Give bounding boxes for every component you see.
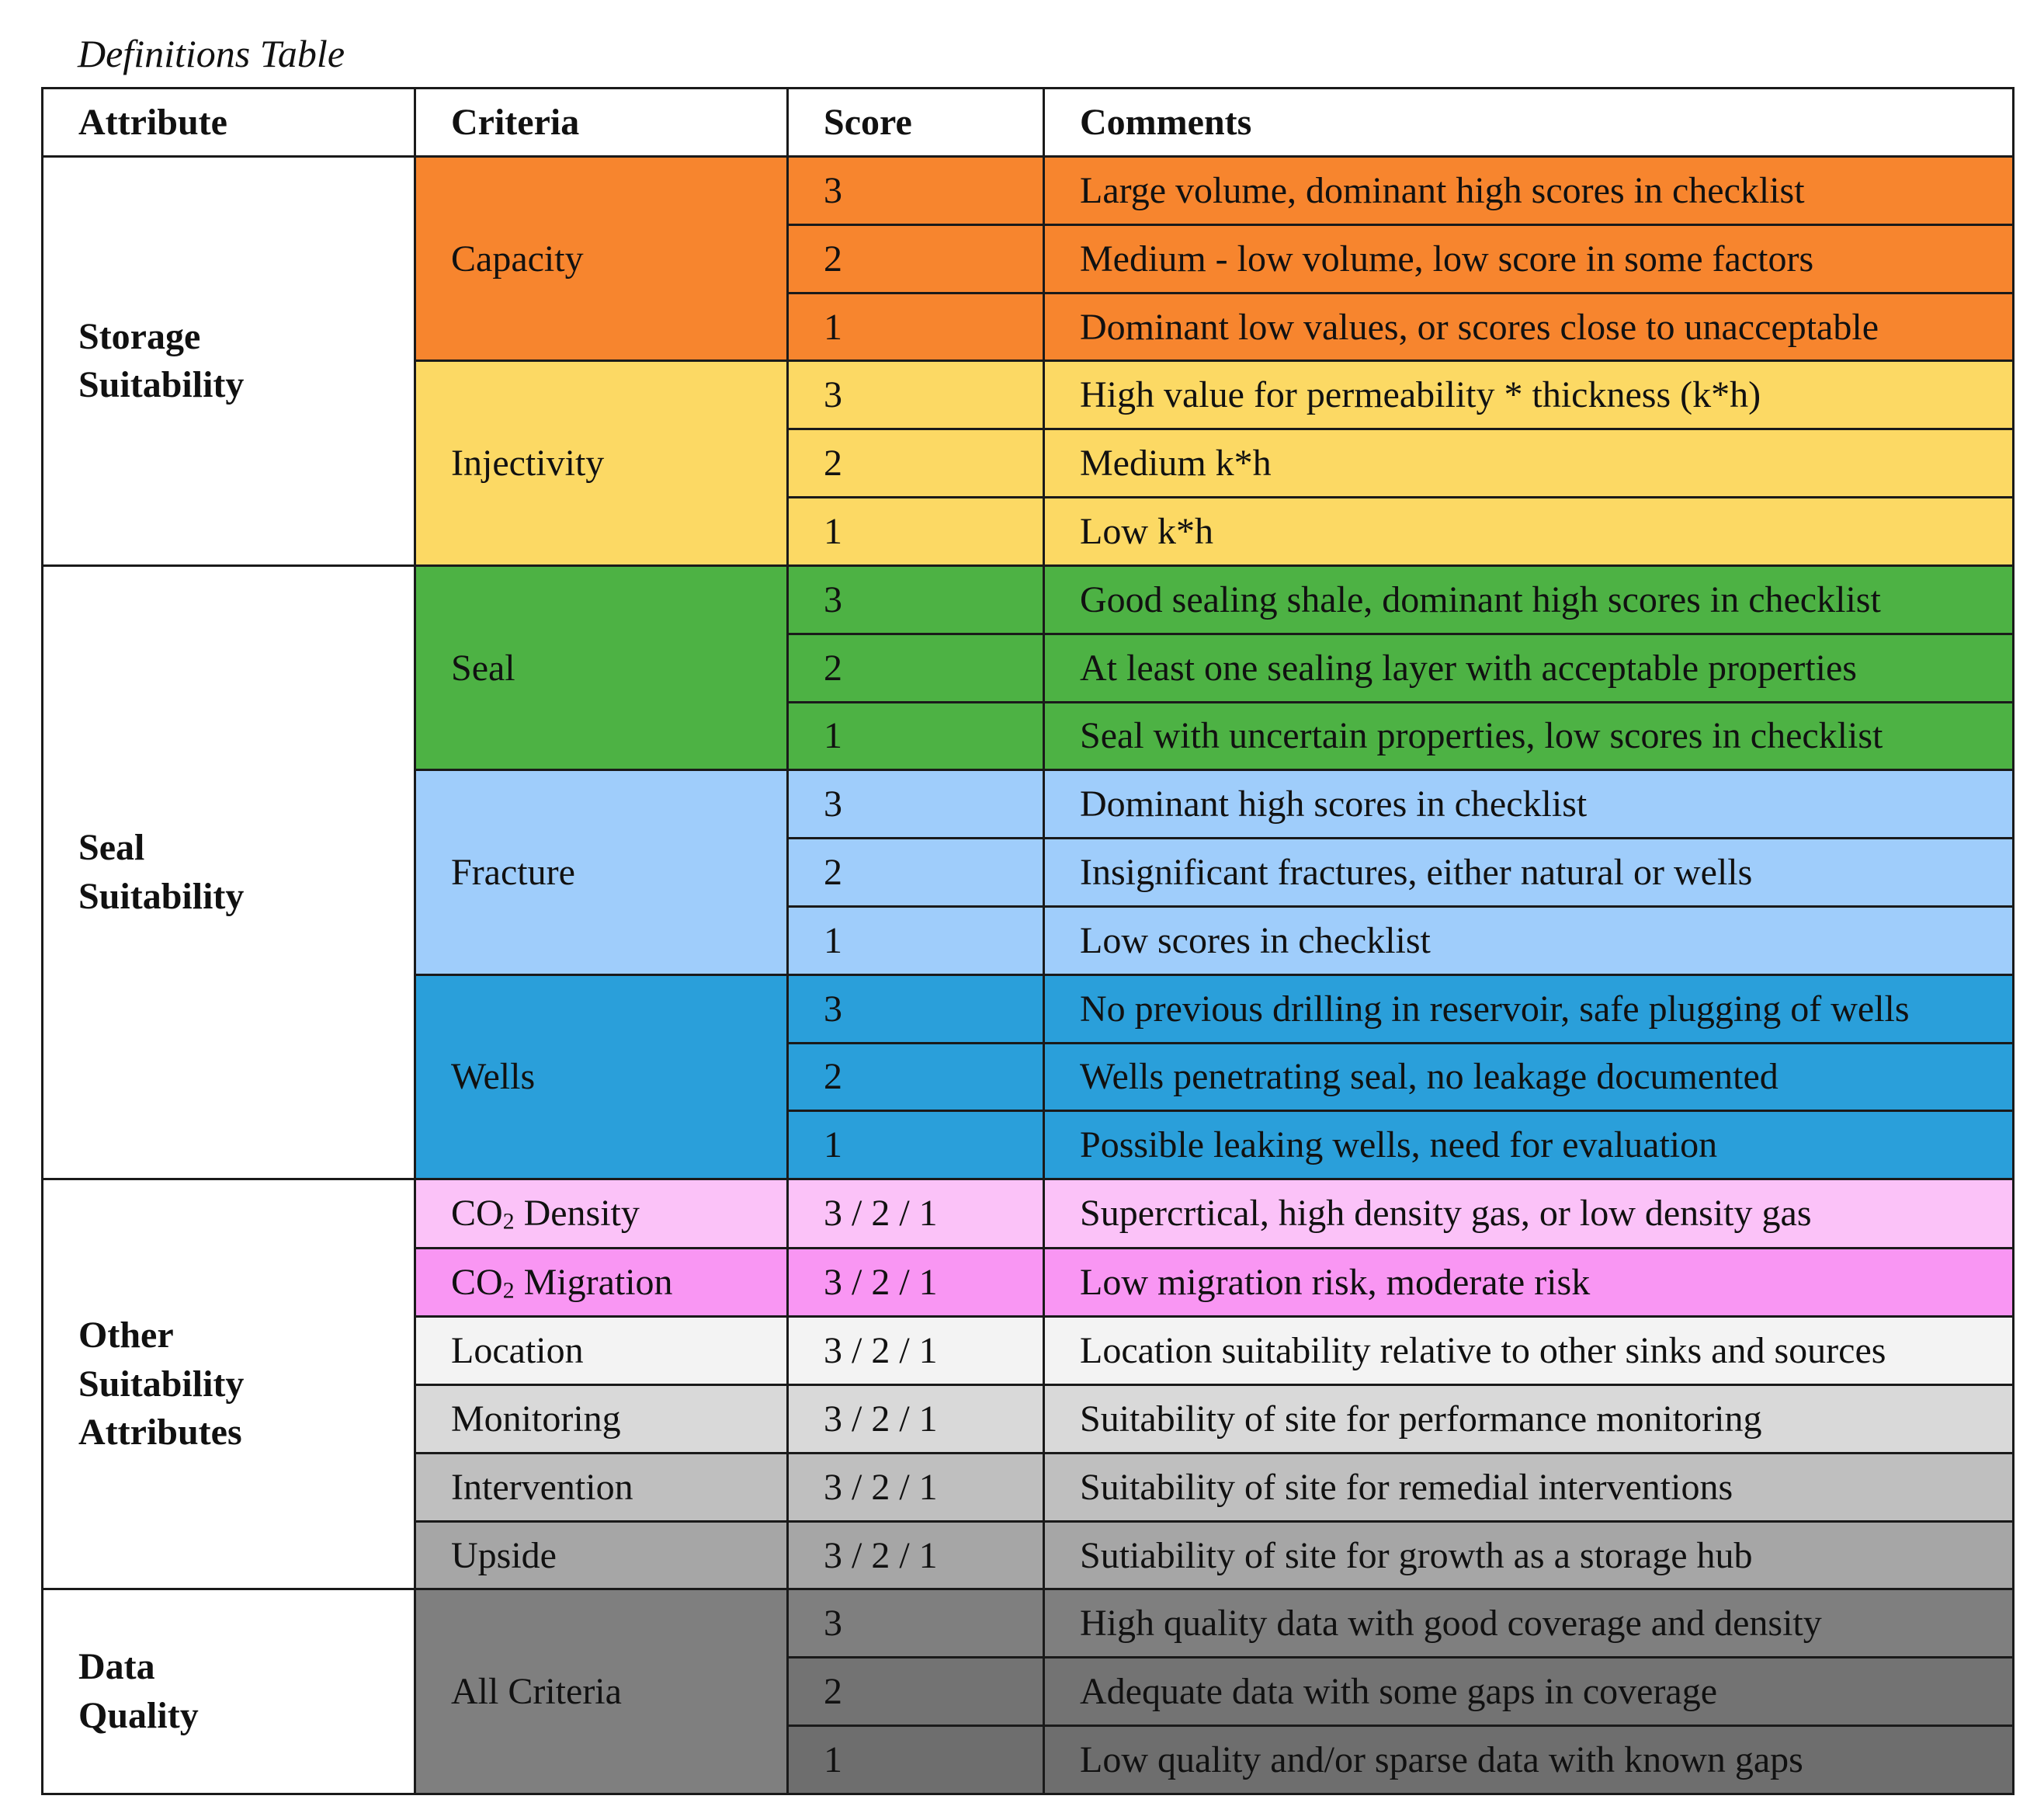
criteria-wells: Wells: [415, 974, 788, 1179]
table-row: [43, 157, 2014, 225]
comment-cell: Sutiability of site for growth as a storage hub: [1044, 1521, 2014, 1589]
attribute-label-line: Other: [78, 1315, 174, 1356]
comment-cell: Dominant high scores in checklist: [1044, 770, 2014, 839]
criteria-intervention: Intervention: [415, 1453, 788, 1521]
comment-cell: Dominant low values, or scores close to unacceptable: [1044, 293, 2014, 361]
attribute-label-line: Suitability: [78, 363, 245, 405]
header-row: [43, 89, 2014, 157]
score-cell: 2: [788, 224, 1044, 293]
criteria-capacity: Capacity: [415, 157, 788, 361]
attribute-label-line: Seal: [78, 827, 145, 869]
score-cell: 1: [788, 906, 1044, 974]
attribute-label-line: Attributes: [78, 1412, 242, 1453]
comment-cell: Adequate data with some gaps in coverage: [1044, 1658, 2014, 1726]
score-cell: 3: [788, 770, 1044, 839]
score-cell: 3 / 2 / 1: [788, 1453, 1044, 1521]
criteria-co2-migration: $CO_2$ Migration: [415, 1248, 788, 1317]
comment-cell: Low k*h: [1044, 498, 2014, 566]
score-cell: 3 / 2 / 1: [788, 1317, 1044, 1385]
comment-cell: High value for permeability * thickness (k*h): [1044, 361, 2014, 429]
attribute-label-line: Quality: [78, 1694, 199, 1736]
score-cell: 3 / 2 / 1: [788, 1248, 1044, 1317]
comment-cell: Wells penetrating seal, no leakage documented: [1044, 1043, 2014, 1111]
comment-cell: Low scores in checklist: [1044, 906, 2014, 974]
attribute-label-line: Suitability: [78, 1363, 245, 1405]
comment-cell: Supercrtical, high density gas, or low density gas: [1044, 1179, 2014, 1249]
attribute-other-suitability-attributes: [43, 1179, 415, 1589]
comment-cell: Low migration risk, moderate risk: [1044, 1248, 2014, 1317]
attribute-data-quality: [43, 1589, 415, 1794]
score-cell: 1: [788, 1726, 1044, 1794]
attribute-storage-suitability: [43, 157, 415, 566]
comment-cell: Location suitability relative to other sinks and sources: [1044, 1317, 2014, 1385]
comment-cell: Medium k*h: [1044, 429, 2014, 498]
comment-cell: Seal with uncertain properties, low scores in checklist: [1044, 702, 2014, 770]
score-cell: 3: [788, 974, 1044, 1043]
comment-cell: At least one sealing layer with acceptable properties: [1044, 634, 2014, 702]
comment-cell: No previous drilling in reservoir, safe plugging of wells: [1044, 974, 2014, 1043]
table-caption: Definitions Table: [78, 32, 345, 75]
attribute-label-line: Data: [78, 1646, 155, 1688]
score-cell: 3: [788, 361, 1044, 429]
criteria-all-criteria: All Criteria: [415, 1589, 788, 1794]
header-score: Score: [788, 89, 1044, 157]
comment-cell: High quality data with good coverage and density: [1044, 1589, 2014, 1658]
criteria-upside: Upside: [415, 1521, 788, 1589]
score-cell: 1: [788, 1111, 1044, 1179]
score-cell: 2: [788, 1043, 1044, 1111]
header-attribute: Attribute: [43, 89, 415, 157]
score-cell: 3 / 2 / 1: [788, 1521, 1044, 1589]
score-cell: 3 / 2 / 1: [788, 1385, 1044, 1454]
definitions-table: [41, 87, 2015, 1795]
header-criteria: Criteria: [415, 89, 788, 157]
score-cell: 3: [788, 565, 1044, 634]
criteria-seal: Seal: [415, 565, 788, 769]
score-cell: 1: [788, 293, 1044, 361]
score-cell: 3 / 2 / 1: [788, 1179, 1044, 1249]
criteria-location: Location: [415, 1317, 788, 1385]
score-cell: 1: [788, 498, 1044, 566]
score-cell: 3: [788, 1589, 1044, 1658]
table-row: [43, 565, 2014, 634]
table-body: [43, 157, 2014, 1794]
score-cell: 3: [788, 157, 1044, 225]
comment-cell: Low quality and/or sparse data with known gaps: [1044, 1726, 2014, 1794]
table-row: [43, 1589, 2014, 1658]
score-cell: 2: [788, 634, 1044, 702]
comment-cell: Suitability of site for remedial interventions: [1044, 1453, 2014, 1521]
criteria-fracture: Fracture: [415, 770, 788, 974]
comment-cell: Good sealing shale, dominant high scores in checklist: [1044, 565, 2014, 634]
attribute-seal-suitability: [43, 565, 415, 1179]
comment-cell: Insignificant fractures, either natural or wells: [1044, 839, 2014, 907]
comment-cell: Possible leaking wells, need for evaluation: [1044, 1111, 2014, 1179]
attribute-label-line: Storage: [78, 315, 201, 357]
criteria-monitoring: Monitoring: [415, 1385, 788, 1454]
comment-cell: Medium - low volume, low score in some factors: [1044, 224, 2014, 293]
score-cell: 2: [788, 1658, 1044, 1726]
score-cell: 1: [788, 702, 1044, 770]
comment-cell: Large volume, dominant high scores in checklist: [1044, 157, 2014, 225]
attribute-label-line: Suitability: [78, 875, 245, 917]
criteria-injectivity: Injectivity: [415, 361, 788, 565]
criteria-co2-density: $CO_2$ Density: [415, 1179, 788, 1249]
score-cell: 2: [788, 429, 1044, 498]
header-comments: Comments: [1044, 89, 2014, 157]
score-cell: 2: [788, 839, 1044, 907]
table-row: [43, 1179, 2014, 1249]
comment-cell: Suitability of site for performance monitoring: [1044, 1385, 2014, 1454]
